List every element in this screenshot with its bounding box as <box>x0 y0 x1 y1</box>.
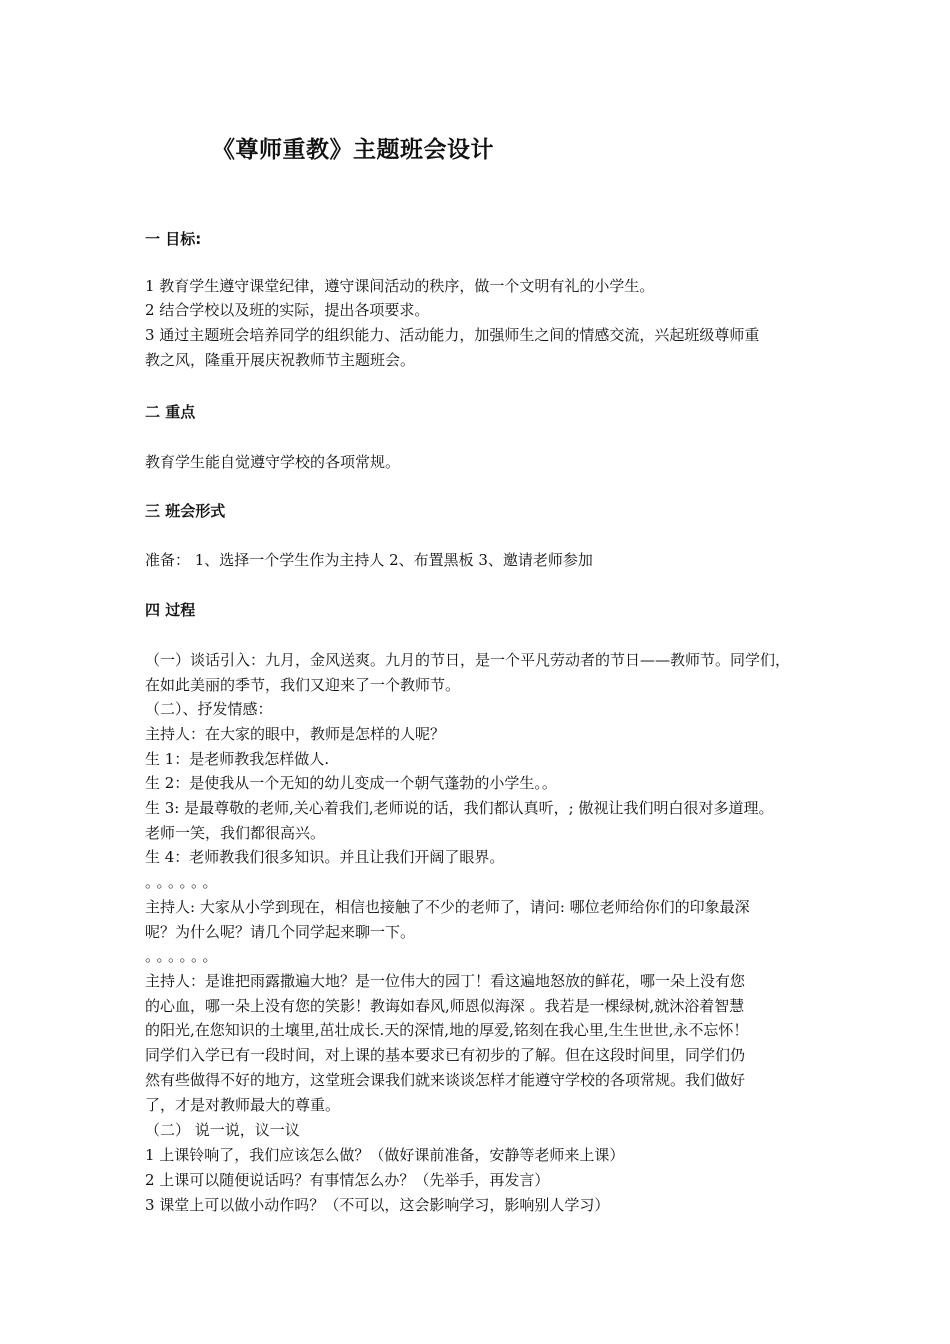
process-line: （二） 说一说，议一议 <box>145 1121 300 1139</box>
process-line: 的心血，哪一朵上没有您的笑影！教诲如春风,师恩似海深 。我若是一棵绿树,就沐浴着智慧 <box>145 997 745 1015</box>
process-line: 主持人：是谁把雨露撒遍大地？是一位伟大的园丁！看这遍地怒放的鲜花，哪一朵上没有您 <box>145 972 746 990</box>
process-line: 在如此美丽的季节，我们又迎来了一个教师节。 <box>145 676 461 694</box>
process-line: 生 3: 是最尊敬的老师,关心着我们,老师说的话，我们都认真听，; 傲视让我们明白很对多道理。 <box>145 799 774 817</box>
goal-line: 3 通过主题班会培养同学的组织能力、活动能力，加强师生之间的情感交流，兴起班级尊师重 <box>145 326 760 344</box>
process-line: 2 上课可以随便说话吗？有事情怎么办？（先举手，再发言） <box>145 1171 550 1189</box>
process-line: 了，才是对教师最大的尊重。 <box>145 1096 341 1114</box>
process-line: 的阳光,在您知识的土壤里,茁壮成长.天的深情,地的厚爱,铭刻在我心里,生生世世,永不忘怀！ <box>145 1021 749 1039</box>
process-line: 然有些做得不好的地方，这堂班会课我们就来谈谈怎样才能遵守学校的各项常规。我们做好 <box>145 1071 746 1089</box>
section-heading-goal: 一 目标: <box>145 230 202 248</box>
process-line: 生 4：老师教我们很多知识。并且让我们开阔了眼界。 <box>145 848 505 866</box>
process-line: 同学们入学已有一段时间，对上课的基本要求已有初步的了解。但在这段时间里，同学们仍 <box>145 1046 746 1064</box>
page-title: 《尊师重教》主题班会设计 <box>212 137 494 163</box>
form-line: 准备： 1、选择一个学生作为主持人 2、布置黑板 3、邀请老师参加 <box>145 551 593 569</box>
goal-line: 1 教育学生遵守课堂纪律，遵守课间活动的秩序，做一个文明有礼的小学生。 <box>145 277 655 295</box>
process-line: 呢？为什么呢？请几个同学起来聊一下。 <box>145 923 416 941</box>
focus-line: 教育学生能自觉遵守学校的各项常规。 <box>145 453 401 471</box>
process-line: （二）、抒发情感： <box>145 700 273 718</box>
ellipsis-line: 。。。。。。 <box>145 947 222 965</box>
section-heading-focus: 二 重点 <box>145 403 196 421</box>
process-line: 生 1：是老师教我怎样做人. <box>145 750 330 768</box>
section-heading-form: 三 班会形式 <box>145 502 226 520</box>
process-line: 1 上课铃响了，我们应该怎么做？（做好课前准备，安静等老师来上课） <box>145 1146 625 1164</box>
process-line: 老师一笑，我们都很高兴。 <box>145 824 326 842</box>
ellipsis-line: 。。。。。。 <box>145 873 222 891</box>
goal-line: 2 结合学校以及班的实际，提出各项要求。 <box>145 301 430 319</box>
process-line: 主持人: 大家从小学到现在，相信也接触了不少的老师了，请问: 哪位老师给你们的印象最深 <box>145 898 750 916</box>
process-line: （一）谈话引入：九月，金风送爽。九月的节日，是一个平凡劳动者的节日——教师节。同学们， <box>145 651 791 669</box>
section-heading-process: 四 过程 <box>145 601 196 619</box>
process-line: 主持人：在大家的眼中，教师是怎样的人呢？ <box>145 725 446 743</box>
process-line: 生 2：是使我从一个无知的幼儿变成一个朝气蓬勃的小学生。。 <box>145 774 557 792</box>
process-line: 3 课堂上可以做小动作吗？（不可以，这会影响学习，影响别人学习） <box>145 1196 610 1214</box>
goal-line: 教之风，隆重开展庆祝教师节主题班会。 <box>145 351 416 369</box>
